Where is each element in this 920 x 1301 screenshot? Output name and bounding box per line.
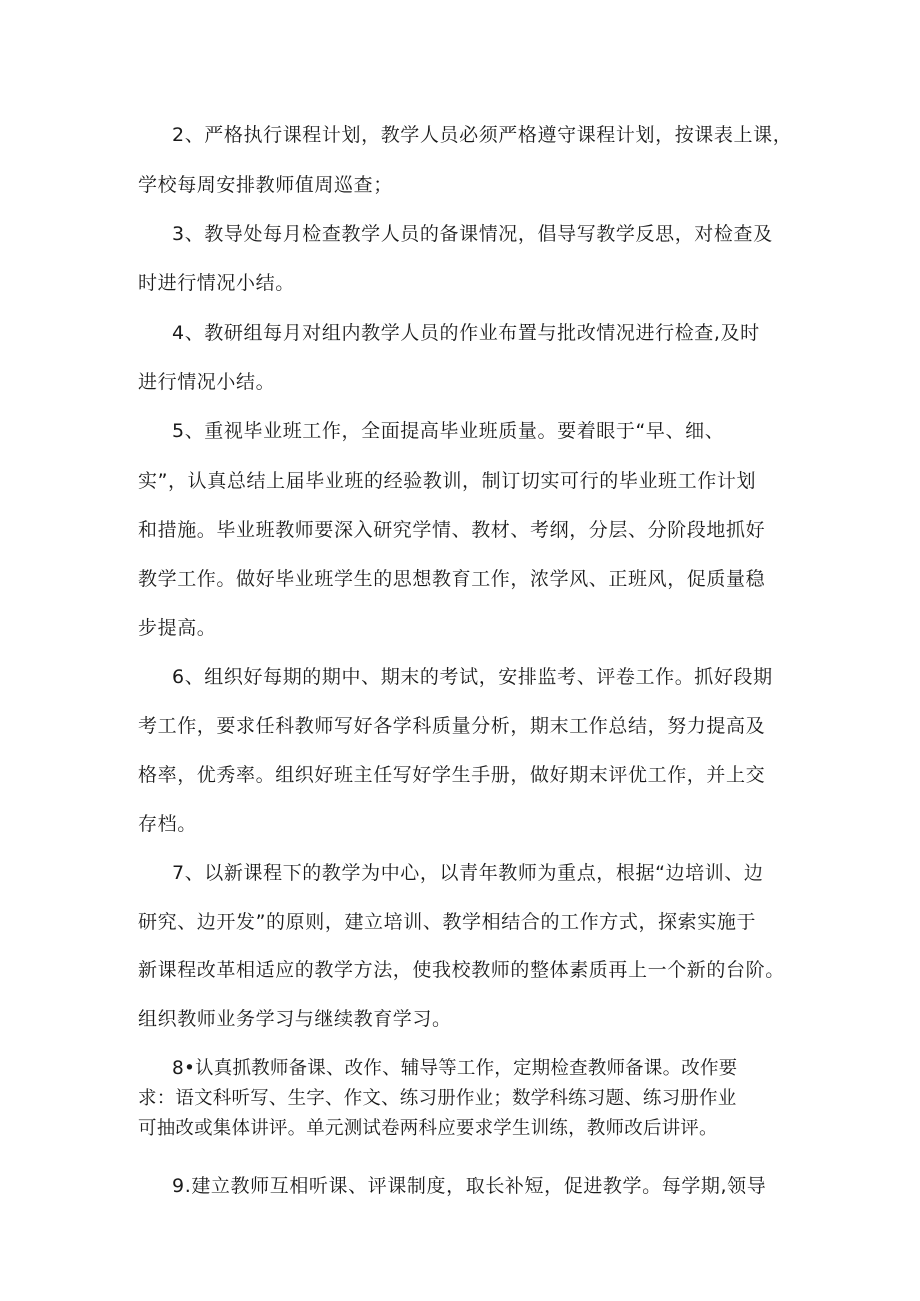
- paragraph-5-line-1: 6、组织好每期的期中、期末的考试，安排监考、评卷工作。抓好段期: [172, 666, 773, 688]
- paragraph-3-line-2: 进行情况小结。: [138, 371, 276, 393]
- paragraph-7-line-1: 8•认真抓教师备课、改作、辅导等工作，定期检查教师备课。改作要: [172, 1058, 738, 1079]
- paragraph-4-line-3: 和措施。毕业班教师要深入研究学情、教材、考纲，分层、分阶段地抓好: [138, 519, 766, 541]
- paragraph-6-line-2: 研究、边开发”的原则，建立培训、教学相结合的工作方式，探索实施于: [138, 911, 757, 933]
- paragraph-8-line-1: 9.建立教师互相听课、评课制度，取长补短，促进教学。每学期,领导: [172, 1175, 767, 1197]
- paragraph-4-line-2: 实”，认真总结上届毕业班的经验教训，制订切实可行的毕业班工作计划: [138, 470, 757, 492]
- paragraph-3-line-1: 4、教研组每月对组内教学人员的作业布置与批改情况进行检查,及时: [172, 322, 760, 344]
- paragraph-6-line-3: 新课程改革相适应的教学方法，使我校教师的整体素质再上一个新的台阶。: [138, 959, 785, 981]
- paragraph-2-line-1: 3、教导处每月检查教学人员的备课情况，倡导写教学反思，对检查及: [172, 223, 773, 245]
- paragraph-1-line-1: 2、严格执行课程计划，教学人员必须严格遵守课程计划，按课表上课，: [172, 124, 793, 146]
- paragraph-5-line-2: 考工作，要求任科教师写好各学科质量分析，期末工作总结，努力提高及: [138, 715, 766, 737]
- paragraph-4-line-5: 步提高。: [138, 617, 217, 639]
- paragraph-6-line-1: 7、以新课程下的教学为中心，以青年教师为重点，根据“边培训、边: [172, 862, 764, 884]
- paragraph-1-line-2: 学校每周安排教师值周巡查；: [138, 174, 393, 196]
- paragraph-2-line-2: 时进行情况小结。: [138, 272, 295, 294]
- paragraph-4-line-1: 5、重视毕业班工作，全面提高毕业班质量。要着眼于“早、细、: [172, 420, 725, 442]
- paragraph-5-line-3: 格率，优秀率。组织好班主任写好学生手册，做好期末评优工作，并上交: [138, 764, 766, 786]
- paragraph-7-line-3: 可抽改或集体讲评。单元测试卷两科应要求学生训练，教师改后讲评。: [138, 1118, 718, 1139]
- paragraph-6-line-4: 组织教师业务学习与继续教育学习。: [138, 1008, 452, 1030]
- paragraph-7-line-2: 求：语文科听写、生字、作文、练习册作业；数学科练习题、练习册作业: [138, 1088, 737, 1109]
- paragraph-4-line-4: 教学工作。做好毕业班学生的思想教育工作，浓学风、正班风，促质量稳: [138, 568, 766, 590]
- paragraph-5-line-4: 存档。: [138, 813, 197, 835]
